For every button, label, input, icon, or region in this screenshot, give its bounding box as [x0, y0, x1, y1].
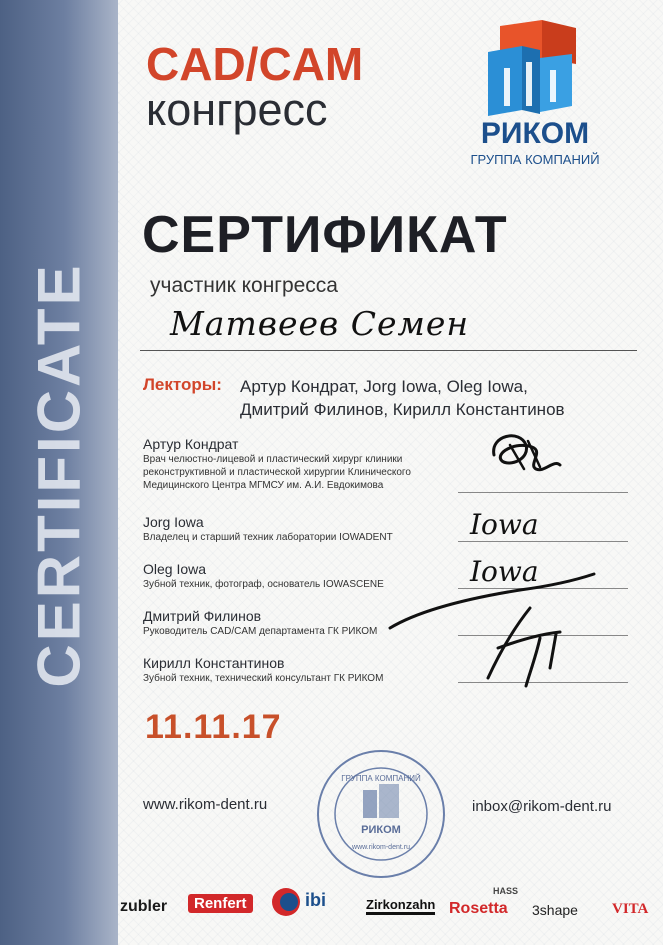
certificate-date: 11.11.17: [145, 708, 282, 746]
lecturer-name: Oleg Iowa: [143, 561, 207, 577]
sponsor-ibi-icon: [270, 886, 302, 918]
rikom-logo-icon: [480, 18, 590, 118]
lecturer-name: Дмитрий Филинов: [143, 608, 262, 624]
congress-title-cadcam: CAD/CAM: [146, 38, 364, 90]
lecturer-description: Руководитель CAD/CAM департамента ГК РИКОМ: [143, 626, 378, 637]
sponsor-ibi: ibi: [305, 890, 326, 910]
sponsor-hass: HASS: [493, 886, 519, 896]
sponsor-renfert: Renfert: [188, 894, 253, 913]
signature-jorg: Iowa: [470, 508, 539, 541]
sponsor-zirkonzahn: Zirkonzahn: [366, 897, 435, 915]
side-certificate-text: CERTIFICATE: [25, 262, 93, 688]
certificate-subtitle: участник конгресса: [150, 274, 338, 297]
lecturers-list: [240, 375, 620, 421]
side-band: [0, 0, 118, 945]
stamp-top-text: ГРУППА КОМПАНИЙ: [341, 774, 421, 783]
recipient-underline: [140, 350, 637, 351]
sponsor-vita: VITA: [612, 901, 649, 917]
signature-filinov-icon: [380, 568, 600, 698]
lecturer-description: Владелец и старший техник лаборатории IOWADENT: [143, 532, 393, 543]
lecturer-name: Кирилл Константинов: [143, 655, 285, 671]
signature-oleg: Iowa: [470, 555, 539, 588]
recipient-name: Матвеев Семен: [170, 304, 470, 343]
lecturer-description: Врач челюстно-лицевой и пластический хирург клиники реконструктивной и пластической хирургии Клинического Медицинского Центра МГМСУ им. А.И. Евдокимова: [143, 454, 411, 491]
signature-line: [458, 541, 628, 542]
website-text: www.rikom-dent.ru: [143, 796, 268, 813]
lecturers-label: Лекторы:: [143, 375, 222, 394]
company-stamp: [315, 748, 447, 880]
brand-name: РИКОМ: [480, 117, 590, 150]
stamp-seal-icon: [315, 748, 447, 880]
congress-title-kongress: конгресс: [146, 84, 328, 135]
certificate-title: СЕРТИФИКАТ: [142, 206, 508, 264]
brand-subtitle: ГРУППА КОМПАНИЙ: [470, 152, 600, 167]
lecturer-name: Артур Кондрат: [143, 436, 239, 452]
sponsor-zubler: zubler: [120, 898, 168, 915]
email-text: inbox@rikom-dent.ru: [472, 798, 612, 815]
lecturer-description: Зубной техник, фотограф, основатель IOWASCENE: [143, 579, 384, 590]
signature-kondrat-icon: [480, 425, 570, 485]
lecturer-description: Зубной техник, технический консультант ГК РИКОМ: [143, 673, 384, 684]
stamp-center-text: РИКОМ: [361, 824, 401, 836]
signature-line: [458, 492, 628, 493]
lecturers-list-line1: Артур Кондрат, Jorg Iowa, Oleg Iowa,: [240, 377, 528, 396]
lecturers-list-line2: Дмитрий Филинов, Кирилл Константинов: [240, 400, 565, 419]
sponsor-rosetta: Rosetta: [449, 900, 508, 917]
lecturer-name: Jorg Iowa: [143, 514, 204, 530]
stamp-bottom-text: www.rikom-dent.ru: [352, 844, 410, 851]
sponsor-3shape: 3shape: [532, 902, 578, 918]
